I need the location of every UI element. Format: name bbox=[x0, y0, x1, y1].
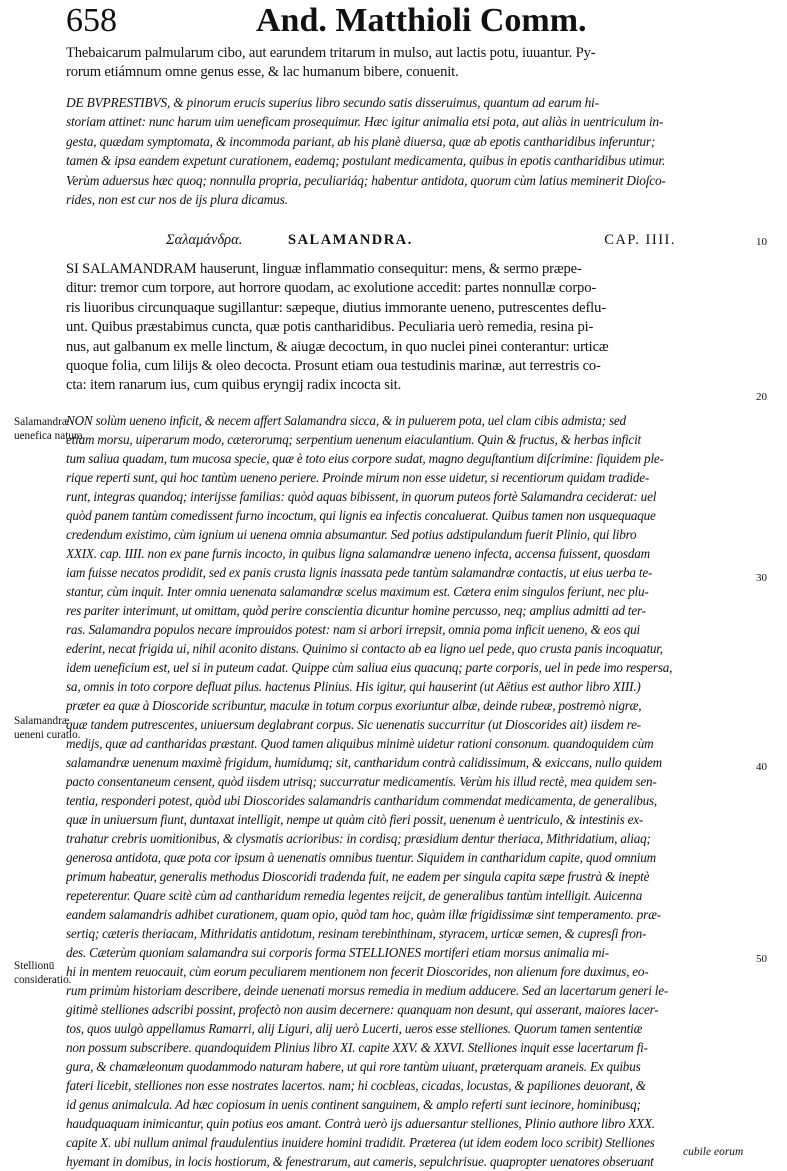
text-line: sa, omnis in toto corpore defluat pilus. hactenus Plinius. His igitur, qui hauserint (ut Aëtius est author libro XIII.) bbox=[66, 679, 641, 694]
text-line: rique reperti sunt, qui hoc tantùm ueneno periere. Proinde mirum non esse uidetur, si recentiorum quidam tradide- bbox=[66, 470, 650, 485]
text-line: gesta, quædam symptomata, & incommoda pariant, ab his planè diuersa, quæ ab epotis cantharidibus inferuntur; bbox=[66, 133, 656, 149]
text-line: hi in mentem reuocauit, cùm eorum peculiarem mentionem non fecerit Dioscorides, non alienum fore duximus, eo- bbox=[66, 964, 649, 979]
text-line: rides, non est cur nos de ijs plura dicamus. bbox=[66, 191, 288, 207]
salamandra-paragraph bbox=[66, 260, 762, 396]
text-line: quæ in uniuersum fiunt, duntaxat intelligit, nempe ut quàm citò fieri possit, uenenum è uentriculo, & intestinis ex- bbox=[66, 812, 644, 827]
text-line: storiam attinet: nunc harum uim ueneficam prosequimur. Hæc igitur animalia etsi pota, aut aliàs in uentriculum in- bbox=[66, 114, 664, 130]
text-line: Thebaicarum palmularum cibo, aut earundem tritarum in mulso, aut lactis potu, iuuantur. Py- bbox=[66, 45, 596, 61]
text-line: NON solùm ueneno inficit, & necem affert Salamandra sicca, & in puluerem pota, uel clam cibis admista; sed bbox=[66, 413, 626, 428]
page-header bbox=[66, 0, 766, 44]
line-number: 50 bbox=[756, 953, 767, 965]
text-line: quæ tandem putrescentes, uniuersum deglabrant corpus. Sic uenenatis succurritur (ut Dioscorides ait) iisdem re- bbox=[66, 717, 641, 732]
text-line: haudquaquam inimicantur, quin potius eos amant. Contrà uerò ijs aduersantur stelliones, Plinio authore libro XXX. bbox=[66, 1116, 655, 1131]
text-line: eandem salamandris adhibet curationem, quam opio, quòd tam hoc, quàm illæ frigidissimæ sint temperamento. præ- bbox=[66, 907, 661, 922]
text-line: ris liuoribus circunquaque sugillantur: sæpeque, diutius immorante ueneno, putrescentes deflu- bbox=[66, 299, 606, 316]
text-line: credendum existimo, cùm ignium ui uenena omnia absumantur. Sed potius adstipulandum fuerit Plinio, qui libro bbox=[66, 527, 637, 542]
chapter-title: SALAMANDRA. bbox=[288, 232, 413, 248]
margin-note: Salamandræ uenefica natura. bbox=[14, 416, 86, 442]
buprestes-paragraph bbox=[66, 93, 762, 209]
text-line: tentia, responderi potest, quòd ubi Dioscorides salamandris cantharidum commendat medicamenta, de generalibus, bbox=[66, 793, 658, 808]
text-line: rum primùm historiam describere, deinde uenenati morsus remedia in medium adducere. Sed an lacertarum generi le- bbox=[66, 983, 669, 998]
text-line: ditur: tremor cum torpore, aut horrore quodam, ac exolutione accedit: partes nonnullæ corpo- bbox=[66, 280, 597, 297]
text-line: ederint, necat frigida ui, nihil aconito distans. Quinimo si contacto ab ea ligno uel pede, quo crusta panis incoquatur, bbox=[66, 641, 663, 656]
text-line: salamandræ uenenum maximè frigidum, humidumq; sit, cantharidum contrà calidissimum, & exiccans, nullo quidem bbox=[66, 755, 662, 770]
text-line: tum saliua quadam, tum mucosa specie, quæ è toto eius corpore sudat, magno deguſtantium diſcrimine: ſiquidem ple- bbox=[66, 451, 664, 466]
text-line: Verùm aduersus hæc quoq; nonnulla propria, peculiariáq; habentur antidota, quorum cùm latius meminerit Dioſco- bbox=[66, 172, 666, 188]
text-line: stantur, cùm inquit. Inter omnia uenenata salamandræ scelus maximum est. Cætera enim singulos feriunt, nec plu- bbox=[66, 584, 649, 599]
text-line: repeterentur. Quare scitè cùm ad cantharidum remedia legentes reijcit, de generalibus tantùm intelligit. Auicenna bbox=[66, 888, 643, 903]
text-line: ras. Salamandra populos necare improuidos potest: nam si arbori irrepsit, omnia poma inficit ueneno, & eos qui bbox=[66, 622, 640, 637]
opening-paragraph bbox=[66, 44, 762, 83]
text-line: res pariter interimunt, ut omittam, quòd perire conscientia dicuntur homine percusso, neq; amplius admitti ad ter- bbox=[66, 603, 646, 618]
text-line: XXIX. cap. IIII. non ex pane furnis incocto, in quibus ligna salamandræ ueneno infecta, accensa fuissent, quosdam bbox=[66, 546, 650, 561]
text-line: gura, & chamæleonum quodammodo naturam habere, ut qui rore tantùm uiuant, præterquam araneis. Ex quibus bbox=[66, 1059, 641, 1074]
text-line: hyemant in domibus, in locis hostiorum, & fenestrarum, aut cameris, sepulchrisue. quapropter uenatores obseruant bbox=[66, 1154, 654, 1169]
text-line: primum habeatur, generalis methodus Dioscoridi tradenda fuit, ne eadem per singula capita sæpe frustrà & ineptè bbox=[66, 869, 650, 884]
text-line: trahatur crebris uomitionibus, & clysmatis acrioribus: in cordisq; præsidium dentur theriaca, Mithridatium, aliaq; bbox=[66, 831, 651, 846]
text-line: gitimè stelliones adscribi possint, profectò non ausim decernere: quanquam non desunt, qui asserant, maiores lacer- bbox=[66, 1002, 659, 1017]
text-line: præter ea quæ à Dioscoride scribuntur, maculæ in totum corpus exoriuntur albæ, deinde rubeæ, postremò nigræ, bbox=[66, 698, 642, 713]
text-line: quoque folia, cum lilijs & oleo decocta. Prosunt etiam oua testudinis marinæ, aut terrestris co- bbox=[66, 357, 601, 374]
text-line: fateri licebit, stelliones non esse nostrates lacertos. nam; hi cocbleas, cicadas, locustas, & papiliones deuorant, & bbox=[66, 1078, 646, 1093]
text-line: tamen & ipsa eandem expetunt curationem, eademq; postulant medicamenta, quibus in epotis cantharidibus utimur. bbox=[66, 153, 666, 169]
text-line: cta: item ranarum ius, cum quibus eryngij radix incocta sit. bbox=[66, 377, 402, 394]
line-number: 40 bbox=[756, 761, 767, 773]
line-number: 20 bbox=[756, 391, 767, 403]
text-line: id genus animalcula. Ad hæc copiosum in uenis continent sanguinem, & amplo referti sunt iecinore, hominibusq; bbox=[66, 1097, 641, 1112]
text-line: runt, integras quandoq; interijsse familias: quòd aquas bibissent, in quorum puteos fortè Salamandra ceciderat: uel bbox=[66, 489, 657, 504]
chapter-heading bbox=[166, 228, 676, 252]
running-head: And. Matthioli Comm. bbox=[256, 2, 587, 39]
line-number: 30 bbox=[756, 572, 767, 584]
text-line: sertiq; cæteris theriacam, Mithridatis antidotum, resinam terebinthinam, styracem, urticæ semen, & cupresſi fron- bbox=[66, 926, 647, 941]
catchword: cubile eorum bbox=[683, 1146, 744, 1158]
text-line: generosa antidota, quæ pota cor ipsum à uenenatis omnibus tuentur. Siquidem in cantharidum capite, quod omnium bbox=[66, 850, 656, 865]
chapter-greek-title: Σαλαμάνδρα. bbox=[166, 232, 243, 248]
text-line: iam fuisse necatos prodidit, sed ex panis crusta lignis inassata pede tantùm salamandræ contactis, ut eius uerba te- bbox=[66, 565, 653, 580]
margin-note: Salamandræ ueneni curatio. bbox=[14, 715, 81, 741]
text-line: non possum subscribere. quandoquidem Plinius libro XI. capite XXV. & XXVI. Stelliones inquit esse lacertarum fi- bbox=[66, 1040, 648, 1055]
text-line: tos, quos uulgò appellamus Ramarri, alij Liguri, alij uerò Lucerti, ueros esse stelliones. Quorum tamen sententiæ bbox=[66, 1021, 643, 1036]
text-line: etiam morsu, uiperarum modo, cæterorumq; serpentium uenenum eiaculantium. Quin & fructus, & herbas inficit bbox=[66, 432, 641, 447]
line-number: 10 bbox=[756, 236, 767, 248]
text-line: pacto consentaneum censent, quòd iisdem utrisq; succurratur medicamentis. Verùm his illud rectè, mea quidem sen- bbox=[66, 774, 657, 789]
text-line: idem ueneficium est, uel si in puteum cadat. Quippe cùm saliua eius quacunq; parte corporis, uel in pede imo respersa, bbox=[66, 660, 673, 675]
chapter-number: CAP. IIII. bbox=[604, 232, 676, 248]
text-line: DE BVPRESTIBVS, & pinorum erucis superius libro secundo satis disseruimus, quantum ad earum hi- bbox=[66, 95, 599, 110]
text-line: nus, aut galbanum ex melle linctum, & aiugæ decoctum, in quo nuclei pinei conterantur: urticæ bbox=[66, 338, 609, 355]
margin-note: Stellionū consideratio. bbox=[14, 960, 72, 986]
commentary-paragraph bbox=[66, 411, 762, 1171]
text-line: unt. Quibus præstabimus cuncta, quæ potis cantharidibus. Peculiaria uerò remedia, resina pi- bbox=[66, 319, 594, 336]
text-line: SI SALAMANDRAM hauserunt, linguæ inflammatio consequitur: mens, & sermo præpe- bbox=[66, 261, 582, 277]
text-line: des. Cæterùm quoniam salamandra sui corporis forma STELLIONES mortiferi etiam morsus animalia mi- bbox=[66, 945, 609, 960]
text-line: quòd panem tantùm comedissent furno incoctum, qui lignis ea infectis concaluerat. Quibus tamen non usquequaque bbox=[66, 508, 656, 523]
text-line: rorum etiámnum omne genus esse, & lac humanum bibere, conuenit. bbox=[66, 64, 459, 81]
text-line: medijs, quæ ad cantharidas præstant. Quod tamen aliquibus minimè uidetur rationi consonum. quandoquidem cùm bbox=[66, 736, 654, 751]
text-line: capite X. ubi nullum animal fraudulentius inuidere homini tradidit. Præterea (ut idem eodem loco scribit) Stelliones bbox=[66, 1135, 655, 1150]
page-number: 658 bbox=[66, 2, 117, 39]
